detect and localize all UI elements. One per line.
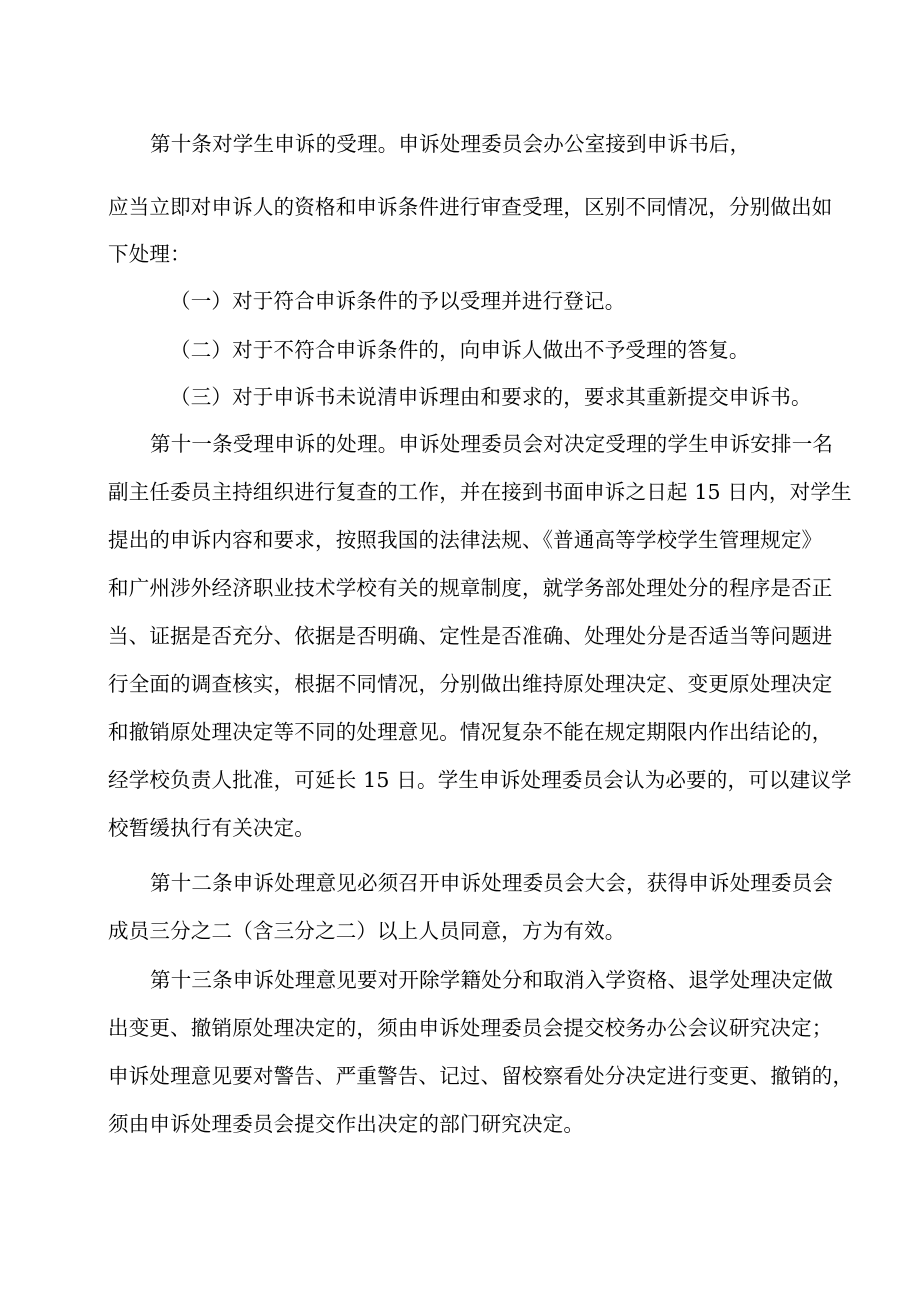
article-11-line-8: 经学校负责人批准，可延长 15 日。学生申诉处理委员会认为必要的，可以建议学 <box>108 768 852 792</box>
article-11-line-7: 和撤销原处理决定等不同的处理意见。情况复杂不能在规定期限内作出结论的， <box>108 720 833 744</box>
article-11-line-6: 行全面的调查核实，根据不同情况，分别做出维持原处理决定、变更原处理决定 <box>108 672 833 696</box>
article-10-line-1: 第十条对学生申诉的受理。申诉处理委员会办公室接到申诉书后， <box>150 132 751 156</box>
article-13-line-2: 出变更、撤销原处理决定的，须由申诉处理委员会提交校务办公会议研究决定； <box>108 1016 833 1040</box>
article-10-item-2: （二）对于不符合申诉条件的，向申诉人做出不予受理的答复。 <box>170 338 750 362</box>
article-11-line-1: 第十一条受理申诉的处理。申诉处理委员会对决定受理的学生申诉安排一名 <box>150 432 834 456</box>
article-11-line-3: 提出的申诉内容和要求，按照我国的法律法规、《普通高等学校学生管理规定》 <box>108 528 823 552</box>
article-10-line-3: 下处理： <box>108 242 191 266</box>
article-11-line-4: 和广州涉外经济职业技术学校有关的规章制度，就学务部处理处分的程序是否正 <box>108 576 833 600</box>
article-10-item-3: （三）对于申诉书未说清申诉理由和要求的，要求其重新提交申诉书。 <box>170 385 812 409</box>
article-10-line-2: 应当立即对申诉人的资格和申诉条件进行审查受理，区别不同情况，分别做出如 <box>108 195 833 219</box>
article-13-line-3: 申诉处理意见要对警告、严重警告、记过、留校察看处分决定进行变更、撤销的， <box>108 1064 854 1088</box>
article-10-item-1: （一）对于符合申诉条件的予以受理并进行登记。 <box>170 289 626 313</box>
article-13-line-4: 须由申诉处理委员会提交作出决定的部门研究决定。 <box>108 1112 585 1136</box>
article-11-line-9: 校暂缓执行有关决定。 <box>108 816 315 840</box>
article-11-line-2: 副主任委员主持组织进行复查的工作，并在接到书面申诉之日起 15 日内，对学生 <box>108 480 852 504</box>
article-11-line-5: 当、证据是否充分、依据是否明确、定性是否准确、处理处分是否适当等问题进 <box>108 624 833 648</box>
article-13-line-1: 第十三条申诉处理意见要对开除学籍处分和取消入学资格、退学处理决定做 <box>150 968 834 992</box>
article-12-line-1: 第十二条申诉处理意见必须召开申诉处理委员会大会，获得申诉处理委员会 <box>150 871 834 895</box>
article-12-line-2: 成员三分之二（含三分之二）以上人员同意，方为有效。 <box>108 919 626 943</box>
